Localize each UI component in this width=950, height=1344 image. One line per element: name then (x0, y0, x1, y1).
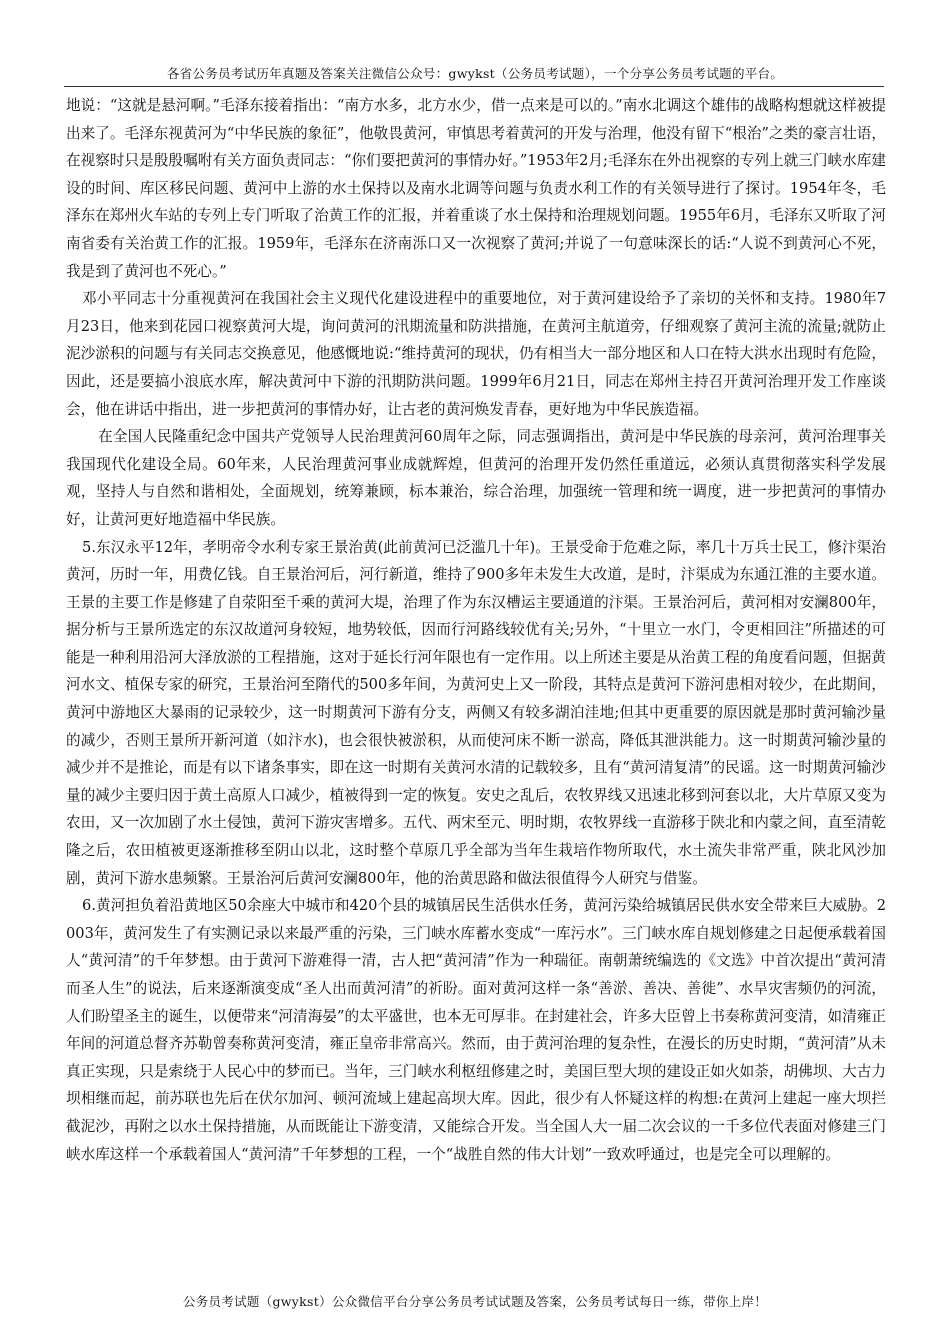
page-footer: 公务员考试题（gwykst）公众微信平台分享公务员考试试题及答案，公务员考试每日一练，带你上岸！ (182, 1294, 768, 1309)
header-rule (64, 86, 884, 87)
paragraph-deng-xiaoping: 邓小平同志十分重视黄河在我国社会主义现代化建设进程中的重要地位，对于黄河建设给予了亲切的关怀和支持。1980年7月23日，他来到花园口视察黄河大堤，询问黄河的汛期流量和防洪措施，在黄河主航道旁，仔细观察了黄河主流的流量;就防止泥沙淤积的问题与有关同志交换意见，他感慨地说:“维持黄河的现状，仍有相当大一部分地区和人口在特大洪水出现时有危险，因此，还是要搞小浪底水库，解决黄河中下游的汛期防洪问题。1999年6月21日，同志在郑州主持召开黄河治理开发工作座谈会，他在讲话中指出，进一步把黄河的事情办好，让古老的黄河焕发青春，更好地为中华民族造福。 (66, 290, 886, 418)
paragraph-item-6: 6.黄河担负着沿黄地区50余座大中城市和420个县的城镇居民生活供水任务，黄河污染给城镇居民供水安全带来巨大威胁。2003年，黄河发生了有实测记录以来最严重的污染，三门峡水库蓄水变成“一库污水”。三门峡水库自规划修建之日起便承载着国人“黄河清”的千年梦想。由于黄河下游难得一清，古人把“黄河清”作为一种瑞征。南朝萧统编选的《文选》中首次提出“黄河清而圣人生”的说法，后来逐渐演变成“圣人出而黄河清”的祈盼。面对黄河这样一条“善淤、善决、善徙”、水旱灾害频仍的河流，人们盼望圣主的诞生，以便带来“河清海晏”的太平盛世，也本无可厚非。在封建社会，许多大臣曾上书奏称黄河变清，如清雍正年间的河道总督齐苏勒曾奏称黄河变清，雍正皇帝非常高兴。然而，由于黄河治理的复杂性，在漫长的历史时期，“黄河清”从未真正实现，只是索绕于人民心中的梦而已。当年，三门峡水利枢纽修建之时，美国巨型大坝的建设正如火如荼，胡佛坝、大古力坝相继而起，前苏联也先后在伏尔加河、顿河流域上建起高坝大库。因此，很少有人怀疑这样的构想:在黄河上建起一座大坝拦截泥沙，再附之以水土保持措施，从而既能让下游变清，又能综合开发。当全国人大一届二次会议的一千多位代表面对修建三门峡水库这样一个承载着国人“黄河清”千年梦想的工程，一个“战胜自然的伟大计划”一致欢呼通过，也是完全可以理解的。 (66, 897, 886, 1163)
document-body (66, 92, 886, 1168)
page-header: 各省公务员考试历年真题及答案关注微信公众号：gwykst（公务员考试题），一个分享公务员考试题的平台。 (166, 66, 784, 81)
paragraph-anniversary: 在全国人民隆重纪念中国共产党领导人民治理黄河60周年之际，同志强调指出，黄河是中华民族的母亲河，黄河治理事关我国现代化建设全局。60年来，人民治理黄河事业成就辉煌，但黄河的治理开发仍然任重道远，必须认真贯彻落实科学发展观，坚持人与自然和谐相处，全面规划，统筹兼顾，标本兼治，综合治理，加强统一管理和统一调度，进一步把黄河的事情办好，让黄河更好地造福中华民族。 (66, 428, 886, 528)
paragraph-item-5: 5.东汉永平12年，孝明帝令水利专家王景治黄(此前黄河已泛滥几十年)。王景受命于危难之际，率几十万兵士民工，修汴渠治黄河，历时一年，用费亿钱。自王景治河后，河行新道，维持了900多年未发生大改道，是时，汴渠成为东通江淮的主要水道。王景的主要工作是修建了自荥阳至千乘的黄河大堤，治理了作为东汉槽运主要通道的汴渠。王景治河后，黄河相对安澜800年，据分析与王景所选定的东汉故道河身较短，地势较低，因而行河路线较优有关;另外，“十里立一水门，令更相回注”所描述的可能是一种利用沿河大泽放淤的工程措施，这对于延长行河年限也有一定作用。以上所述主要是从治黄工程的角度看问题，但据黄河水文、植保专家的研究，王景治河至隋代的500多年间，为黄河史上又一阶段，其特点是黄河下游河患相对较少，在此期间，黄河中游地区大暴雨的记录较少，这一时期黄河下游有分支，两侧又有较多湖泊洼地;但其中更重要的原因就是那时黄河输沙量的减少，否则王景所开新河道（如汴水)，也会很快被淤积，从而使河床不断一淤高，降低其泄洪能力。这一时期黄河输沙量的减少并不是推论，而是有以下诸条事实，即在这一时期有关黄河水清的记载较多，且有“黄河清复清”的民谣。这一时期黄河输沙量的减少主要归因于黄土高原人口减少，植被得到一定的恢复。安史之乱后，农牧界线又迅速北移到河套以北，大片草原又变为农田，又一次加剧了水土侵蚀，黄河下游灾害增多。五代、两宋至元、明时期，农牧界线一直游移于陕北和内蒙之间，直至清乾隆之后，农田植被更逐渐推移至阴山以北，这时整个草原几乎全部为当年生栽培作物所取代，水土流失非常严重，陕北风沙加剧，黄河下游水患频繁。王景治河后黄河安澜800年，他的治黄思路和做法很值得今人研究与借鉴。 (66, 538, 886, 887)
paragraph-mao-continued: 地说：“这就是悬河啊。”毛泽东接着指出：“南方水多，北方水少，借一点来是可以的。”南水北调这个雄伟的战略构想就这样被提出来了。毛泽东视黄河为“中华民族的象征”，他敬畏黄河，审慎思考着黄河的开发与治理，他没有留下“根治”之类的豪言壮语，在视察时只是殷殷嘱咐有关方面负责同志：“你们要把黄河的事情办好。”1953年2月;毛泽东在外出视察的专列上就三门峡水库建设的时间、库区移民问题、黄河中上游的水土保持以及南水北调等问题与负责水利工作的有关领导进行了探讨。1954年冬，毛泽东在郑州火车站的专列上专门听取了治黄工作的汇报，并着重谈了水土保持和治理规划问题。1955年6月，毛泽东又听取了河南省委有关治黄工作的汇报。1959年，毛泽东在济南泺口又一次视察了黄河;并说了一句意味深长的话:“人说不到黄河心不死，我是到了黄河也不死心。” (66, 97, 886, 280)
